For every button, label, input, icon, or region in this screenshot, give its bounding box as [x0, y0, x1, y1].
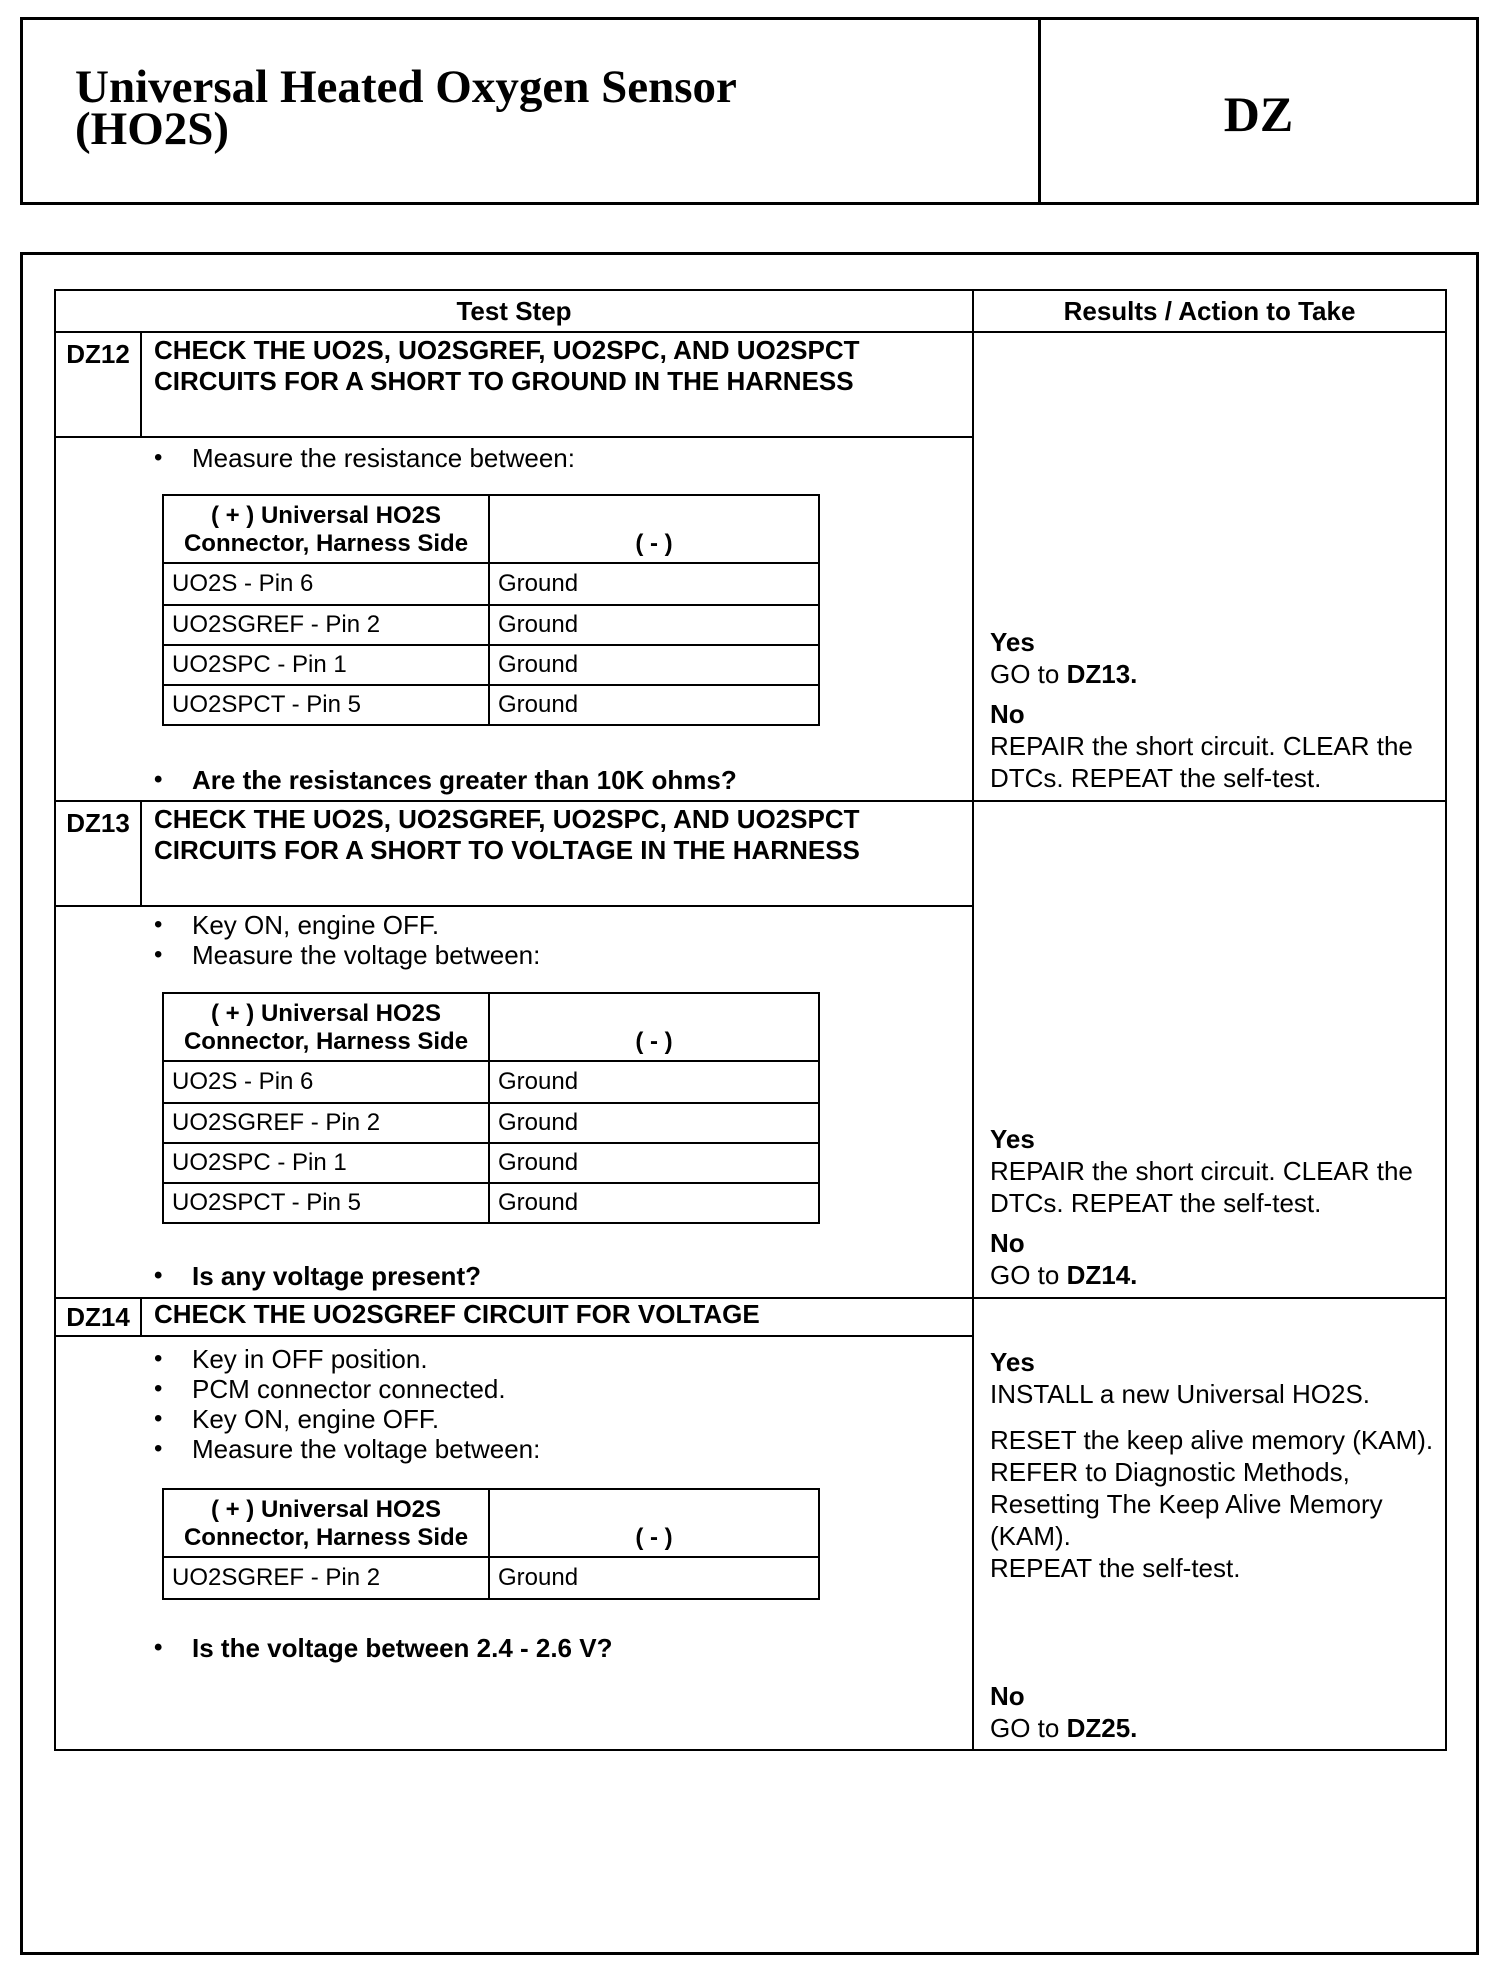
question-item: • Are the resistances greater than 10K ohms?	[142, 765, 737, 795]
meas-plus-cell: UO2SPC - Pin 1	[163, 1143, 489, 1183]
question-item: • Is any voltage present?	[142, 1261, 481, 1291]
no-action	[990, 1259, 1450, 1291]
table-row	[163, 563, 819, 605]
meas-plus-cell: UO2SGREF - Pin 2	[163, 1103, 489, 1143]
yes-action: REPAIR the short circuit. CLEAR the DTCs. REPEAT the self-test.	[990, 1156, 1413, 1218]
table-row	[163, 1557, 819, 1599]
step-instructions	[142, 443, 575, 473]
meas-minus-cell: Ground	[489, 1143, 819, 1183]
column-header-test-step: Test Step	[456, 295, 572, 326]
table-row	[163, 685, 819, 725]
yes-action-3: REPEAT the self-test.	[990, 1553, 1241, 1583]
meas-plus-cell: UO2SPCT - Pin 5	[163, 1183, 489, 1223]
step-id-divider	[140, 800, 142, 907]
step-divider	[56, 800, 1445, 802]
table-row	[163, 1143, 819, 1183]
yes-action-text: GO to	[990, 659, 1060, 689]
step-results-no	[990, 1680, 1450, 1744]
step-question	[142, 1633, 612, 1663]
no-action	[990, 1712, 1450, 1744]
diagnostic-table	[54, 289, 1447, 1751]
instruction-item: • Measure the resistance between:	[142, 443, 575, 473]
no-action: REPAIR the short circuit. CLEAR the DTCs. REPEAT the self-test.	[990, 731, 1413, 793]
step-results	[990, 1123, 1450, 1291]
step-title-rule	[56, 1335, 972, 1337]
meas-header-minus: ( - )	[489, 495, 819, 563]
instruction-item: • Measure the voltage between:	[142, 1434, 540, 1464]
meas-plus-cell: UO2SGREF - Pin 2	[163, 605, 489, 645]
measurement-table	[162, 494, 820, 726]
meas-minus-cell: Ground	[489, 685, 819, 725]
table-row	[163, 1103, 819, 1143]
table-row	[163, 1061, 819, 1103]
no-label: No	[990, 1681, 1025, 1711]
measurement-table	[162, 992, 820, 1224]
section-code: DZ	[1223, 86, 1294, 142]
yes-label: Yes	[990, 1347, 1035, 1377]
meas-minus-cell: Ground	[489, 605, 819, 645]
step-id: DZ13	[66, 808, 130, 838]
table-row	[163, 1183, 819, 1223]
yes-action	[990, 658, 1450, 690]
meas-header-plus: ( + ) Universal HO2S Connector, Harness Side	[163, 993, 489, 1061]
page-header	[20, 17, 1479, 205]
meas-minus-cell: Ground	[489, 1061, 819, 1103]
meas-plus-cell: UO2SPCT - Pin 5	[163, 685, 489, 725]
column-divider	[972, 291, 974, 1749]
meas-plus-cell: UO2S - Pin 6	[163, 563, 489, 605]
step-title-rule	[56, 905, 972, 907]
page-title-line-1: Universal Heated Oxygen Sensor	[75, 61, 737, 113]
meas-header-plus: ( + ) Universal HO2S Connector, Harness Side	[163, 495, 489, 563]
meas-minus-cell: Ground	[489, 563, 819, 605]
no-action-link[interactable]: DZ14.	[1066, 1260, 1138, 1290]
meas-minus-cell: Ground	[489, 1183, 819, 1223]
step-title-rule	[56, 436, 972, 438]
meas-plus-cell: UO2SPC - Pin 1	[163, 645, 489, 685]
meas-header-minus: ( - )	[489, 1489, 819, 1557]
yes-label: Yes	[990, 627, 1035, 657]
table-row	[163, 605, 819, 645]
step-instructions	[142, 910, 540, 970]
step-id: DZ12	[66, 339, 130, 369]
step-title: CHECK THE UO2SGREF CIRCUIT FOR VOLTAGE	[154, 1299, 760, 1329]
step-title: CHECK THE UO2S, UO2SGREF, UO2SPC, AND UO2SPCT CIRCUITS FOR A SHORT TO VOLTAGE IN THE HARNESS	[154, 804, 860, 865]
meas-plus-cell: UO2SGREF - Pin 2	[163, 1557, 489, 1599]
no-action-link[interactable]: DZ25.	[1066, 1713, 1138, 1743]
meas-minus-cell: Ground	[489, 1103, 819, 1143]
step-instructions	[142, 1344, 540, 1464]
column-header-results: Results / Action to Take	[1063, 295, 1356, 326]
step-title: CHECK THE UO2S, UO2SGREF, UO2SPC, AND UO2SPCT CIRCUITS FOR A SHORT TO GROUND IN THE HARNESS	[154, 335, 860, 396]
measurement-table	[162, 1488, 820, 1600]
step-results	[990, 1346, 1450, 1584]
step-id-divider	[140, 1297, 142, 1337]
no-label: No	[990, 1228, 1025, 1258]
instruction-item: • Measure the voltage between:	[142, 940, 540, 970]
instruction-item: • PCM connector connected.	[142, 1374, 540, 1404]
yes-action: INSTALL a new Universal HO2S.	[990, 1379, 1371, 1409]
instruction-item: • Key ON, engine OFF.	[142, 910, 540, 940]
question-item: • Is the voltage between 2.4 - 2.6 V?	[142, 1633, 612, 1663]
instruction-item: • Key in OFF position.	[142, 1344, 540, 1374]
yes-action-2: RESET the keep alive memory (KAM). REFER to Diagnostic Methods, Resetting The Keep Alive Memory (KAM).	[990, 1425, 1434, 1551]
page-title-line-2: (HO2S)	[75, 103, 230, 155]
meas-header-plus: ( + ) Universal HO2S Connector, Harness Side	[163, 1489, 489, 1557]
step-id-divider	[140, 331, 142, 438]
step-question	[142, 1261, 481, 1291]
no-action-text: GO to	[990, 1713, 1060, 1743]
meas-plus-cell: UO2S - Pin 6	[163, 1061, 489, 1103]
meas-minus-cell: Ground	[489, 1557, 819, 1599]
step-results	[990, 626, 1450, 794]
page-title	[23, 20, 1041, 202]
instruction-item: • Key ON, engine OFF.	[142, 1404, 540, 1434]
no-action-text: GO to	[990, 1260, 1060, 1290]
step-id: DZ14	[66, 1302, 130, 1332]
yes-label: Yes	[990, 1124, 1035, 1154]
yes-action-link[interactable]: DZ13.	[1066, 659, 1138, 689]
header-rule	[56, 331, 1445, 333]
meas-header-minus: ( - )	[489, 993, 819, 1061]
table-row	[163, 645, 819, 685]
meas-minus-cell: Ground	[489, 645, 819, 685]
step-question	[142, 765, 737, 795]
no-label: No	[990, 699, 1025, 729]
